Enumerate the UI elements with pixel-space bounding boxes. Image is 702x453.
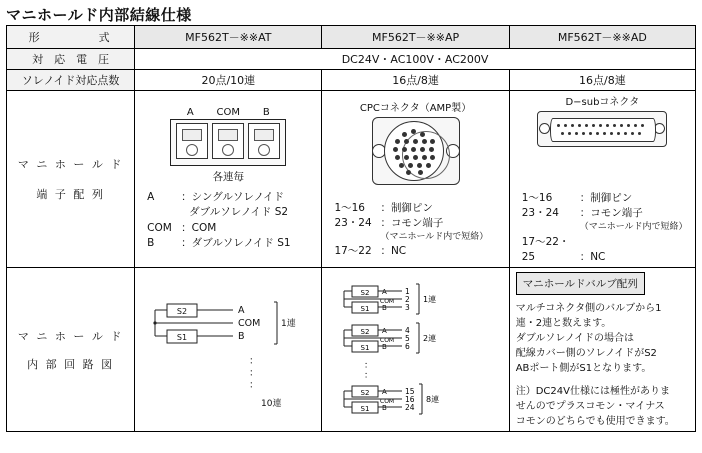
legend-line <box>334 201 506 216</box>
svg-text:S2: S2 <box>360 388 370 397</box>
svg-text:3: 3 <box>405 302 411 312</box>
points-ap: 16点/8連 <box>322 70 509 91</box>
legend-sep: ： <box>579 207 591 220</box>
legend-key: 23・24 <box>521 207 559 220</box>
terminal-legend-ap <box>334 201 506 260</box>
terminal-legend-at <box>147 190 319 251</box>
terminal-pin-labels <box>137 107 319 118</box>
svg-text:1連: 1連 <box>423 294 437 304</box>
svg-text:B: B <box>382 342 388 351</box>
model-at: MF562T－※※AT <box>135 26 322 49</box>
row-label-terminal-line1: マ ニ ホ ー ル ド <box>17 158 124 171</box>
terminal-legend-ad <box>522 191 693 265</box>
circuit-diagram-ap <box>324 278 506 422</box>
legend-line <box>334 244 506 259</box>
legend-sep: ： <box>380 245 391 258</box>
svg-text:S2: S2 <box>360 327 370 336</box>
legend-key: 1～16 <box>521 192 553 205</box>
legend-text: シングルソレノイド <box>191 191 285 204</box>
svg-text:COM: COM <box>380 336 395 344</box>
svg-text:10連: 10連 <box>261 398 282 409</box>
connector-title-cpc: CPCコネクタ（AMP製） <box>359 102 472 114</box>
legend-text: 制御ピン <box>590 192 633 205</box>
legend-line <box>147 190 319 205</box>
legend-sep: ： <box>181 221 192 234</box>
note-body-line: 配線カバー側のソレノイドがS2 <box>515 348 657 359</box>
legend-line <box>147 221 319 236</box>
terminal-pin-label-a: A <box>186 107 194 119</box>
svg-text:：: ： <box>364 360 374 371</box>
note-caution-line: 注）DC24V仕様には極性がありま <box>515 386 670 397</box>
dsub-shell <box>550 118 656 142</box>
row-label-circuit-line1: マ ニ ホ ー ル ド <box>17 329 124 343</box>
svg-text:COM: COM <box>380 297 395 305</box>
svg-text:5: 5 <box>405 333 411 343</box>
svg-text:：: ： <box>249 379 260 391</box>
svg-text:8連: 8連 <box>426 394 440 404</box>
table-header-row <box>7 26 696 49</box>
legend-sep: ： <box>579 250 591 263</box>
dsub-connector-icon <box>537 111 667 147</box>
terminal-cell-ad <box>509 91 695 268</box>
note-body-line: 連・2連と数えます。 <box>515 318 612 329</box>
legend-sep: ： <box>181 191 192 204</box>
table-row-points <box>7 70 696 91</box>
legend-sep: ： <box>380 201 391 214</box>
svg-text:B: B <box>238 330 245 342</box>
legend-text: ダブルソレノイド S1 <box>191 236 291 249</box>
svg-text:2: 2 <box>405 294 411 304</box>
svg-text:24: 24 <box>405 402 415 412</box>
legend-key: 17～22 <box>334 245 372 258</box>
terminal-block-diagram-at <box>137 107 319 184</box>
header-label-model: 形 式 <box>7 26 135 49</box>
page-title: マニホールド内部結線仕様 <box>6 6 192 24</box>
terminal-slot <box>176 123 208 159</box>
svg-text:：: ： <box>249 367 260 379</box>
row-label-terminal <box>7 91 135 268</box>
legend-text: コモン端子 <box>590 207 643 220</box>
svg-text:1: 1 <box>405 286 411 296</box>
legend-sep: ： <box>181 236 192 249</box>
terminal-pin-label-b: B <box>262 107 270 119</box>
note-caution-line: せんのでプラスコモン・マイナス <box>515 401 665 412</box>
points-ad: 16点/8連 <box>509 70 695 91</box>
note-body-line: ABポート側がS1となります。 <box>515 363 652 374</box>
terminal-block-body <box>170 119 286 166</box>
circuit-cell-ap <box>322 268 509 432</box>
legend-key: COM <box>147 221 172 234</box>
legend-key: 17～22・25 <box>521 235 570 263</box>
row-label-points: ソレノイド対応点数 <box>7 70 135 91</box>
legend-text: コモン端子 <box>390 216 444 229</box>
note-heading: マニホールドバルブ配列 <box>516 272 645 295</box>
svg-text:2連: 2連 <box>423 333 437 343</box>
legend-line <box>522 191 693 206</box>
svg-text:A: A <box>382 387 388 396</box>
svg-text:COM: COM <box>380 397 395 405</box>
terminal-slot <box>248 123 280 159</box>
table-row-internal-circuit <box>7 268 696 432</box>
legend-line <box>522 235 693 265</box>
terminal-cell-at <box>135 91 322 268</box>
row-label-terminal-line2: 端 子 配 列 <box>36 188 105 201</box>
terminal-cell-ap <box>322 91 509 268</box>
svg-text:B: B <box>382 303 388 312</box>
svg-text:COM: COM <box>238 317 261 329</box>
svg-text:A: A <box>382 326 388 335</box>
legend-text: NC <box>590 250 606 263</box>
svg-text:B: B <box>382 403 388 412</box>
svg-text:6: 6 <box>405 341 411 351</box>
legend-line-note: （マニホールド内で短絡） <box>380 232 489 243</box>
points-at: 20点/10連 <box>135 70 322 91</box>
cpc-shell <box>384 121 444 181</box>
svg-text:S1: S1 <box>360 404 370 413</box>
circuit-cell-at <box>135 268 322 432</box>
row-label-circuit-line2: 内 部 回 路 図 <box>27 357 115 371</box>
svg-text:16: 16 <box>405 394 415 404</box>
legend-sep: ： <box>579 192 591 205</box>
terminal-pin-label-com: COM <box>216 107 241 119</box>
table-row-terminal-arrangement <box>7 91 696 268</box>
note-cell <box>509 268 695 432</box>
svg-text:：: ： <box>249 355 260 367</box>
legend-text: ダブルソレノイド S2 <box>189 206 289 219</box>
svg-text:A: A <box>382 287 388 296</box>
note-caution <box>516 384 691 429</box>
legend-key: B <box>147 236 155 249</box>
svg-text:S1: S1 <box>360 304 370 313</box>
svg-text:S2: S2 <box>360 288 370 297</box>
legend-line <box>334 216 506 231</box>
legend-text: COM <box>191 221 217 234</box>
note-body <box>516 301 691 376</box>
terminal-caption-at: 各連毎 <box>212 171 245 184</box>
terminal-slot <box>212 123 244 159</box>
legend-key: A <box>147 191 155 204</box>
table-row-voltage <box>7 49 696 70</box>
legend-key: 23・24 <box>334 216 372 229</box>
legend-line <box>147 236 319 251</box>
svg-text:4: 4 <box>405 325 411 335</box>
legend-sep: ： <box>380 216 391 229</box>
model-ad: MF562T－※※AD <box>509 26 695 49</box>
svg-text:：: ： <box>364 370 374 381</box>
circuit-diagram-at <box>137 278 317 422</box>
note-body-line: マルチコネクタ側のバルブから1 <box>515 303 662 314</box>
note-caution-line: コモンのどちらでも使用できます。 <box>515 416 675 427</box>
svg-text:1連: 1連 <box>281 318 296 329</box>
svg-text:S1: S1 <box>177 332 188 342</box>
legend-line-note: （マニホールド内で短絡） <box>579 222 688 233</box>
specification-table <box>6 25 696 432</box>
row-label-circuit <box>7 268 135 432</box>
svg-text:A: A <box>238 304 245 316</box>
legend-line <box>147 205 319 220</box>
voltage-value: DC24V・AC100V・AC200V <box>135 49 696 70</box>
legend-text: 制御ピン <box>390 201 433 214</box>
legend-key: 1～16 <box>334 201 365 214</box>
svg-text:S2: S2 <box>177 306 188 316</box>
dsub-screw-left <box>539 123 550 134</box>
svg-text:S1: S1 <box>360 343 370 352</box>
model-ap: MF562T－※※AP <box>322 26 509 49</box>
legend-line <box>522 206 693 221</box>
legend-text: NC <box>390 245 407 258</box>
note-body-line: ダブルソレノイドの場合は <box>515 333 635 344</box>
svg-text:15: 15 <box>405 386 415 396</box>
connector-title-dsub: D−subコネクタ <box>565 97 640 109</box>
cpc-connector-icon <box>372 117 460 185</box>
row-label-voltage: 対 応 電 圧 <box>7 49 135 70</box>
